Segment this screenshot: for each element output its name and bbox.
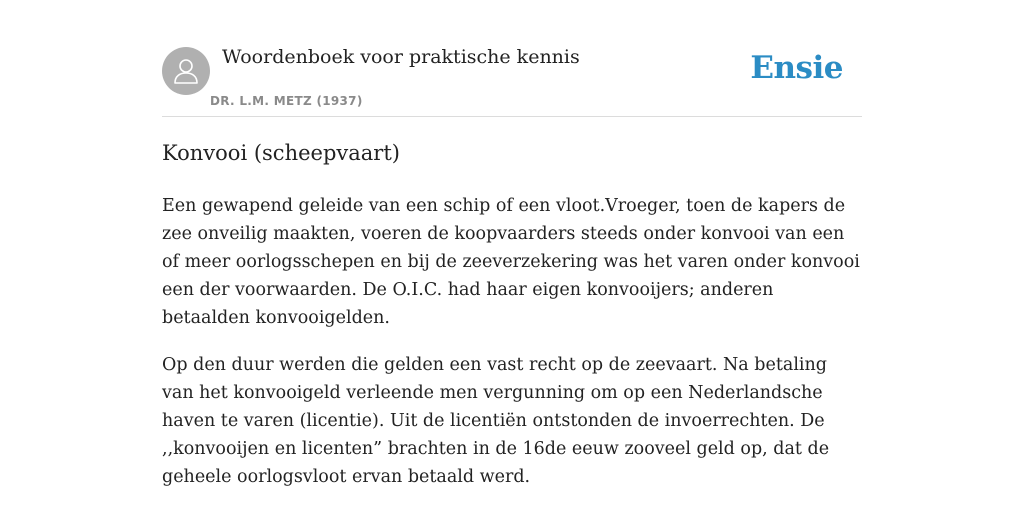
entry-paragraph: Op den duur werden die gelden een vast recht op de zeevaart. Na betaling van het konvooigeld verleende men vergunning om op een Nederlandsche haven te varen (licentie). Uit de licentiën ontstonden de invoerrechten. De ,,konvooijen en licenten” brachten in de 16de eeuw zooveel geld op, dat de geheele oorlogsvloot ervan betaald werd.	[162, 355, 830, 487]
author-name: DR. L.M. METZ (1937)	[210, 94, 363, 108]
ensie-logo[interactable]: Ensie	[750, 50, 843, 86]
entry-body	[162, 192, 862, 510]
entry-title: Konvooi (scheepvaart)	[162, 141, 400, 165]
entry-paragraph: Een gewapend geleide van een schip of een vloot.Vroeger, toen de kapers de zee onveilig maakten, voeren de koopvaarders steeds onder konvooi van een of meer oorlogsschepen en bij de zeeverzekering was het varen onder konvooi een der voorwaarden. De O.I.C. had haar eigen konvooijers; anderen betaalden konvooigelden.	[162, 196, 860, 328]
book-title-link[interactable]: Woordenboek voor praktische kennis	[222, 46, 580, 68]
author-avatar[interactable]	[162, 47, 210, 95]
user-silhouette-icon	[173, 57, 199, 85]
source-header	[162, 0, 862, 117]
